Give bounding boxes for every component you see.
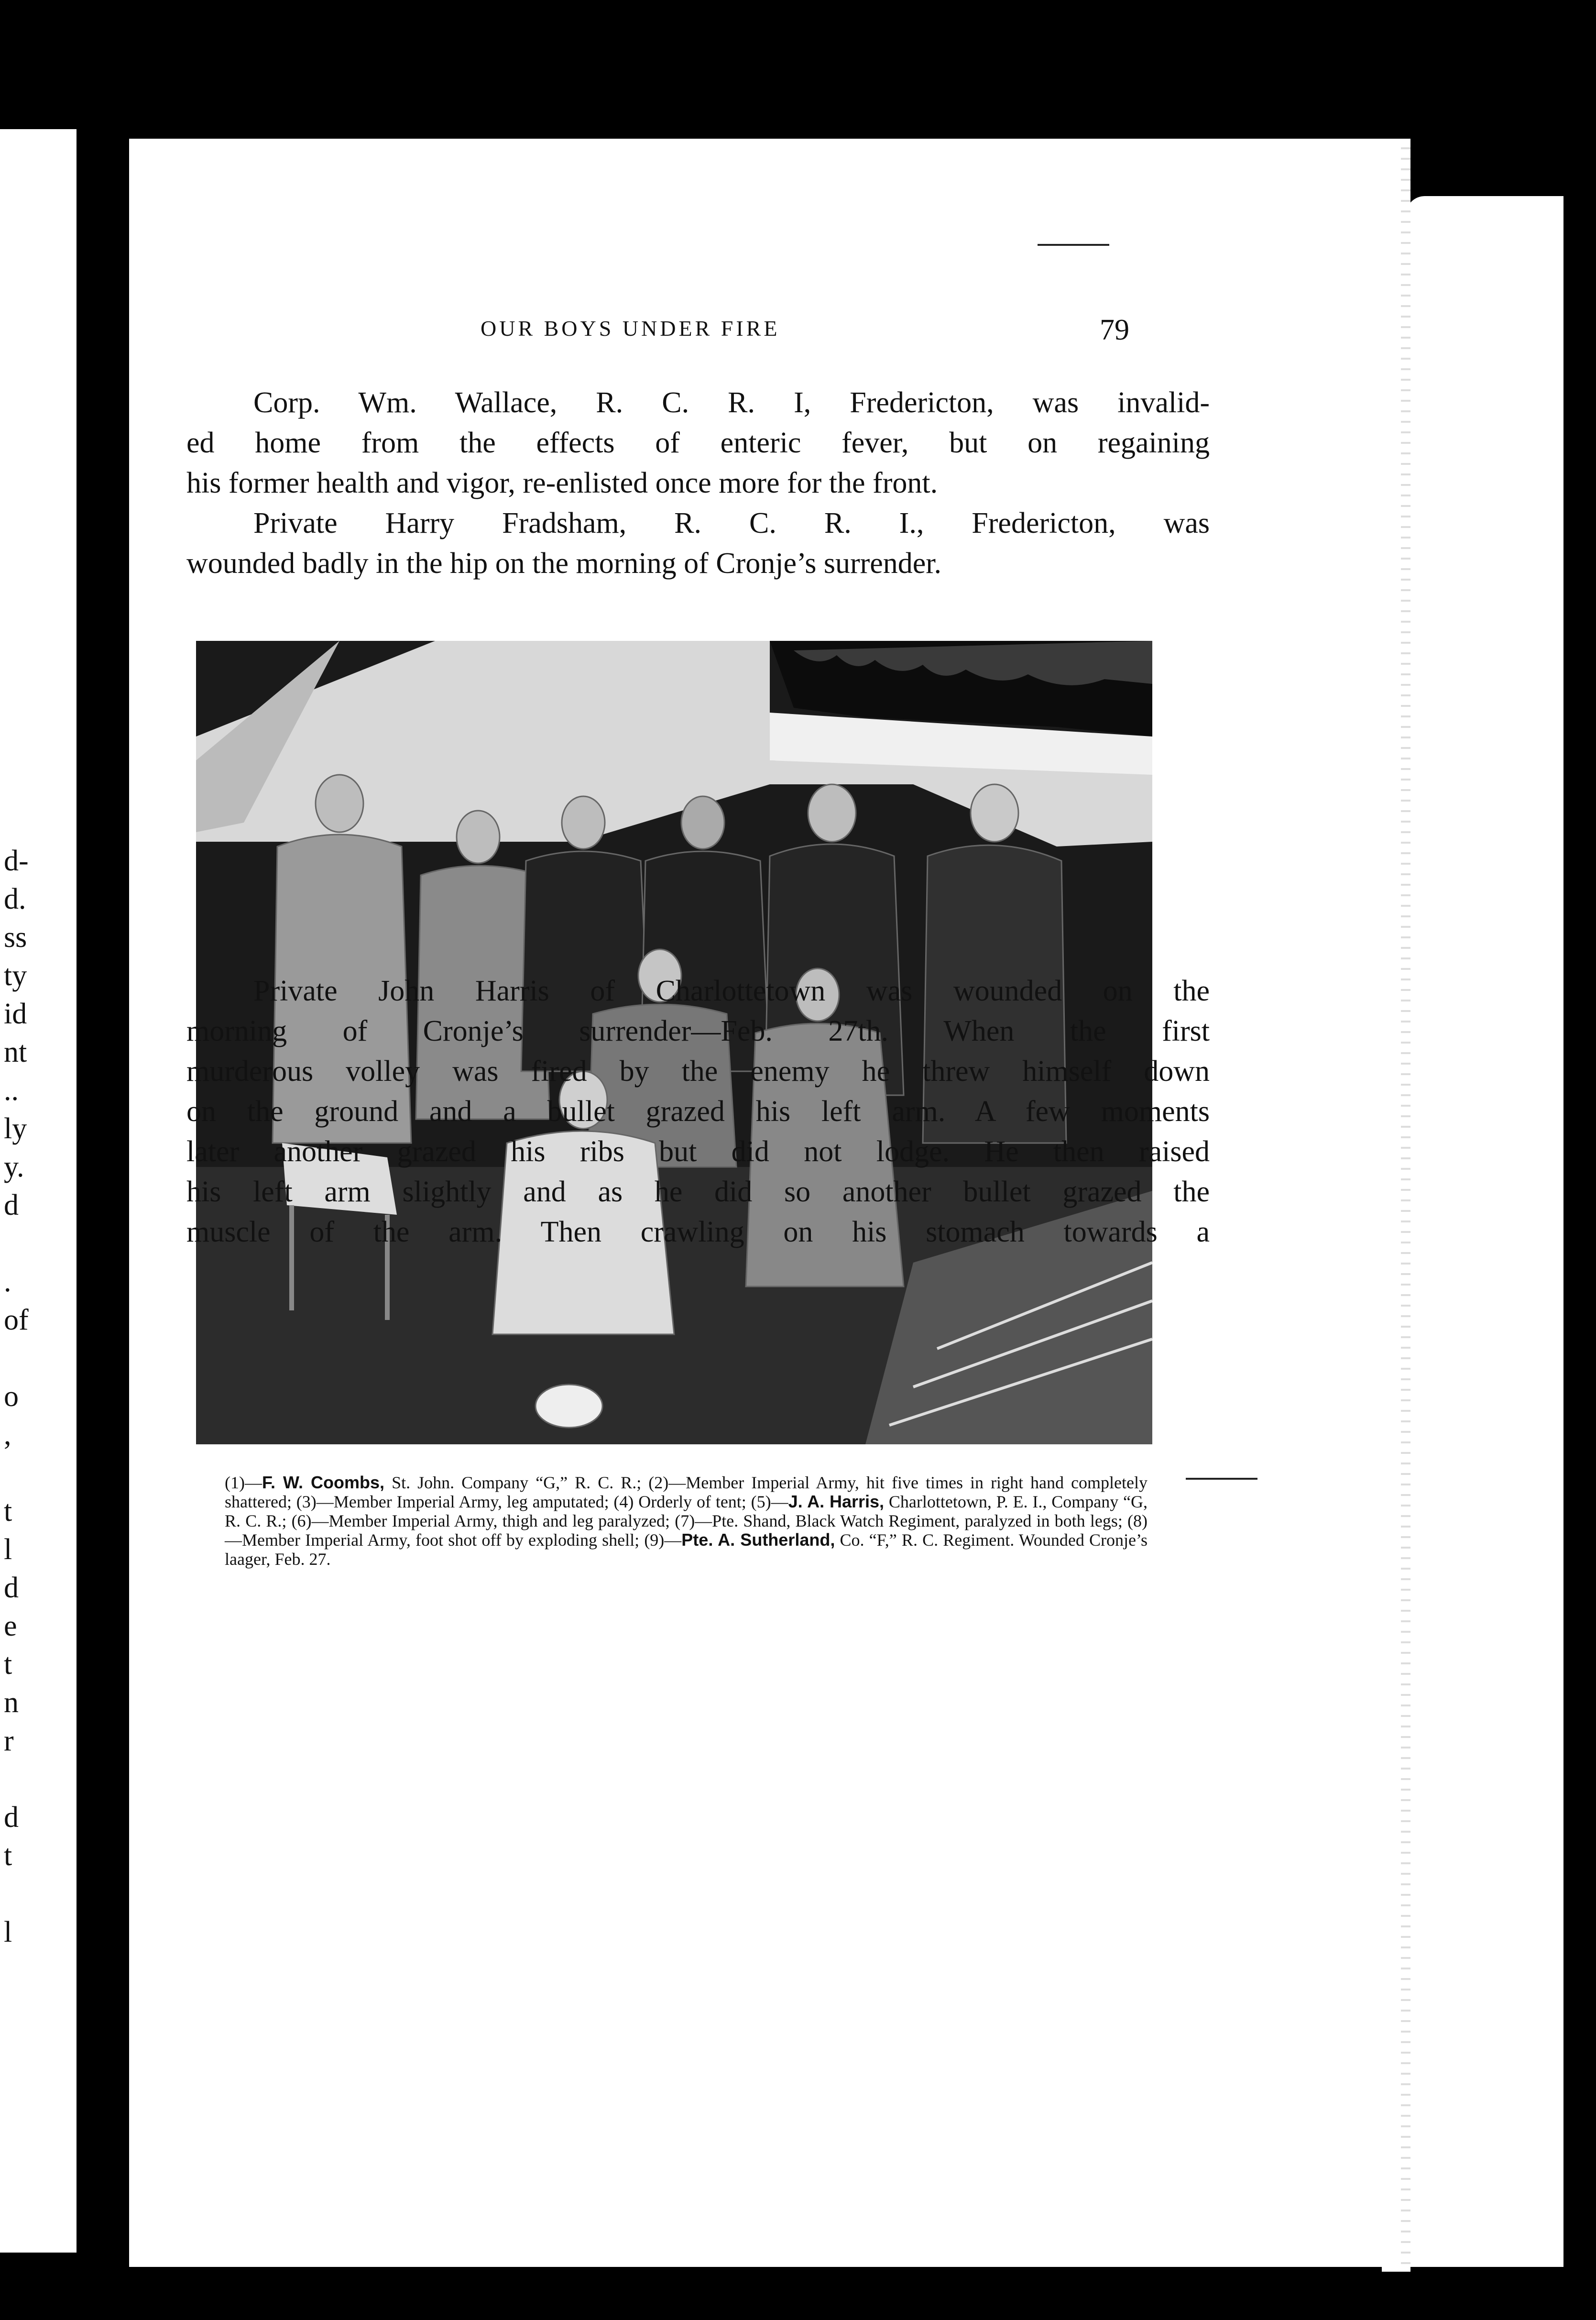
- adjacent-page-fragment: n: [4, 1686, 19, 1719]
- adjacent-page-fragment: ,: [4, 1418, 11, 1451]
- adjacent-page-fragment: e: [4, 1610, 17, 1642]
- text-line: Corp. Wm. Wallace, R. C. R. I, Fredericton, was invalid-: [253, 386, 1210, 419]
- adjacent-page-fragment: y.: [4, 1151, 24, 1183]
- text-line: his left arm slightly and as he did so another bullet grazed the: [186, 1176, 1210, 1208]
- caption-name: J. A. Harris,: [788, 1492, 885, 1511]
- print-mark: [1186, 1478, 1257, 1480]
- adjacent-page-fragment: o: [4, 1380, 19, 1413]
- adjacent-page-fragment: id: [4, 998, 27, 1030]
- photo-caption: [225, 1473, 1148, 1569]
- caption-name: Pte. A. Sutherland,: [681, 1530, 835, 1550]
- adjacent-page-fragment: d-: [4, 845, 29, 877]
- adjacent-page-fragment: d: [4, 1572, 19, 1604]
- caption-text: (1)—: [225, 1473, 262, 1492]
- text-line: on the ground and a bullet grazed his left arm. A few moments: [186, 1095, 1210, 1128]
- adjacent-page-fragment: ly: [4, 1112, 27, 1145]
- page-number: 79: [1100, 314, 1129, 346]
- caption-text: Co. “F,” R. C. Regiment. Wounded Cronje’s laager, Feb. 27.: [225, 1530, 1148, 1569]
- text-line: later another grazed his ribs but did not lodge. He then raised: [186, 1135, 1210, 1168]
- adjacent-page-fragment: l: [4, 1916, 12, 1948]
- text-line: murderous volley was fired by the enemy he threw himself down: [186, 1055, 1210, 1088]
- adjacent-page-fragment: r: [4, 1725, 14, 1757]
- running-head: OUR BOYS UNDER FIRE: [481, 316, 780, 341]
- adjacent-page-text: [4, 842, 29, 1951]
- adjacent-page-fragment: nt: [4, 1036, 27, 1068]
- adjacent-page: [0, 129, 77, 2253]
- text-line: wounded badly in the hip on the morning of Cronje’s surrender.: [186, 547, 942, 580]
- text-line: his former health and vigor, re-enlisted once more for the front.: [186, 467, 938, 499]
- book-edge: [1406, 196, 1563, 2267]
- adjacent-page-fragment: ss: [4, 921, 27, 954]
- adjacent-page-fragment: [4, 1339, 29, 1377]
- adjacent-page-fragment: [4, 1760, 29, 1798]
- adjacent-page-fragment: of: [4, 1304, 29, 1336]
- adjacent-page-fragment: d: [4, 1189, 19, 1221]
- adjacent-page-fragment: [4, 1875, 29, 1913]
- adjacent-page-fragment: l: [4, 1533, 12, 1566]
- adjacent-page-fragment: t: [4, 1839, 12, 1872]
- text-line: muscle of the arm. Then crawling on his stomach towards a: [186, 1216, 1210, 1248]
- adjacent-page-fragment: t: [4, 1648, 12, 1681]
- adjacent-page-fragment: [4, 1224, 29, 1263]
- text-line: Private Harry Fradsham, R. C. R. I., Fredericton, was: [253, 507, 1210, 539]
- caption-text: St. John. Company “G,” R. C. R.; (2)—Member Imperial Army, hit five times in right hand completely shattered; (3)—Member Imperial Army, leg amputated; (4) Orderly of tent; (5)—: [225, 1473, 1148, 1511]
- paragraph-bottom: [186, 971, 1210, 1252]
- caption-name: F. W. Coombs,: [262, 1473, 385, 1492]
- print-mark: [1038, 244, 1109, 246]
- adjacent-page-fragment: [4, 1454, 29, 1492]
- adjacent-page-fragment: d: [4, 1801, 19, 1834]
- book-page: [129, 139, 1401, 2267]
- text-line: Private John Harris of Charlottetown was wounded on the: [253, 975, 1210, 1007]
- adjacent-page-fragment: ..: [4, 1074, 19, 1107]
- adjacent-page-fragment: .: [4, 1265, 11, 1298]
- adjacent-page-fragment: d.: [4, 883, 26, 915]
- text-line: ed home from the effects of enteric fever, but on regaining: [186, 427, 1210, 459]
- adjacent-page-fragment: t: [4, 1495, 12, 1528]
- adjacent-page-fragment: ty: [4, 959, 27, 992]
- text-line: morning of Cronje’s surrender—Feb. 27th. When the first: [186, 1015, 1210, 1047]
- paragraph-top: [186, 383, 1210, 583]
- caption-text: Charlottetown, P. E. I., Company “G, R. C. R.; (6)—Member Imperial Army, thigh and leg paralyzed; (7)—Pte. Shand, Black Watch Regiment, paralyzed in both legs; (8)—Member Imperial Army, foot shot off by exploding shell; (9)—: [225, 1492, 1148, 1550]
